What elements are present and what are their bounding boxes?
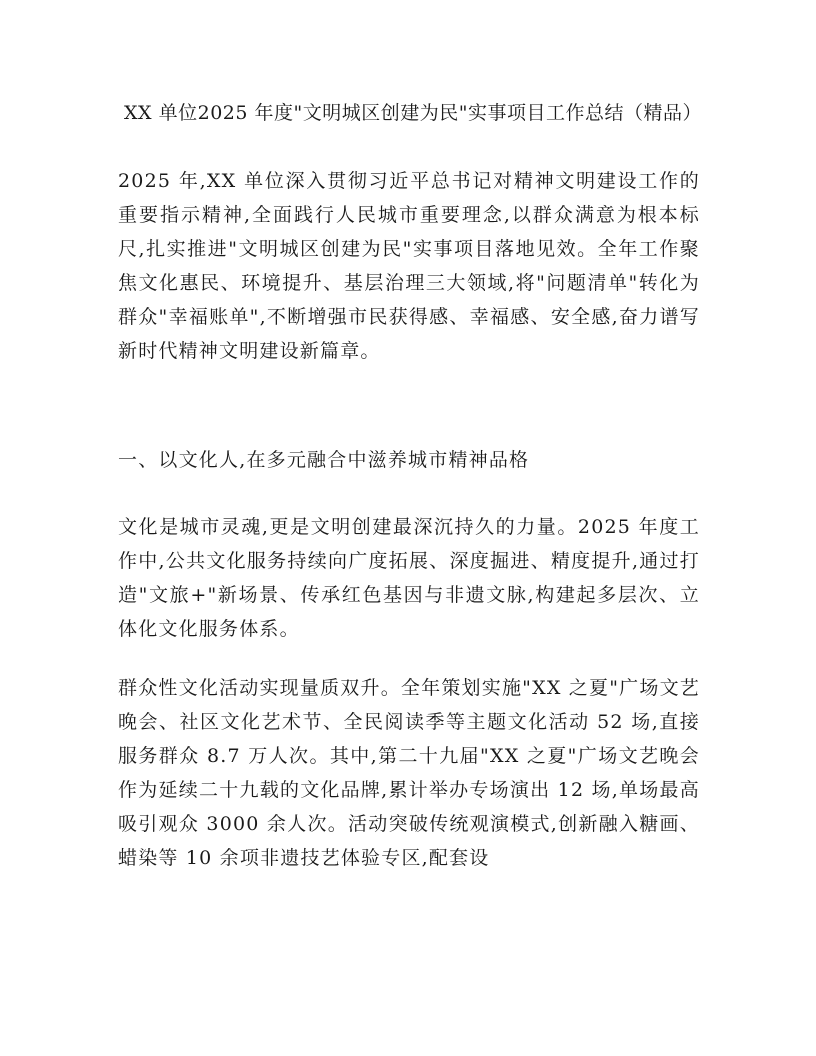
intro-paragraph: 2025 年,XX 单位深入贯彻习近平总书记对精神文明建设工作的重要指示精神,全面践行人民城市重要理念,以群众满意为根本标尺,扎实推进"文明城区创建为民"实事项目落地见效。全年工作聚焦文化惠民、环境提升、基层治理三大领域,将"问题清单"转化为群众"幸福账单",不断增强市民获得感、幸福感、安全感,奋力谱写新时代精神文明建设新篇章。	[118, 170, 700, 362]
section-paragraph: 群众性文化活动实现量质双升。全年策划实施"XX 之夏"广场文艺晚会、社区文化艺术节、全民阅读季等主题文化活动 52 场,直接服务群众 8.7 万人次。其中,第二十九届"XX 之夏"广场文艺晚会作为延续二十九载的文化品牌,累计举办专场演出 12 场,单场最高吸引观众 3000 余人次。活动突破传统观演模式,创新融入糖画、蜡染等 10 余项非遗技艺体验专区,配套设	[118, 677, 700, 869]
section-paragraph: 文化是城市灵魂,更是文明创建最深沉持久的力量。2025 年度工作中,公共文化服务持续向广度拓展、深度掘进、精度提升,通过打造"文旅+"新场景、传承红色基因与非遗文脉,构建起多层次、立体化文化服务体系。	[118, 516, 700, 640]
section-heading: 一、以文化人,在多元融合中滋养城市精神品格	[118, 449, 530, 471]
document-title: XX 单位2025 年度"文明城区创建为民"实事项目工作总结（精品）	[124, 102, 702, 124]
